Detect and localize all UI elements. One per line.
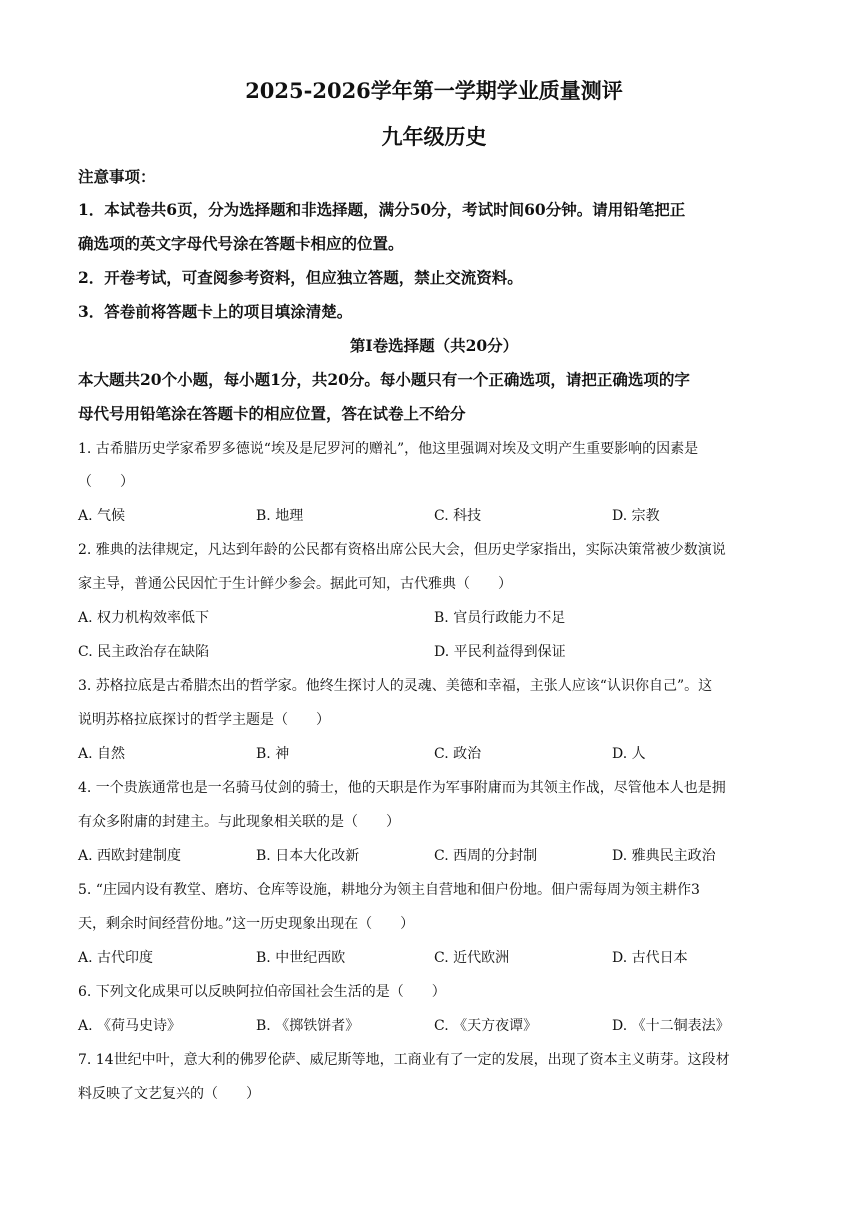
question-1-option-b: B. 地理 <box>256 508 304 524</box>
question-5-option-a: A. 古代印度 <box>78 950 154 966</box>
question-5-option-c: C. 近代欧洲 <box>434 950 510 966</box>
question-1-option-c: C. 科技 <box>434 508 482 524</box>
question-2-option-b: B. 官员行政能力不足 <box>434 610 566 626</box>
question-5-option-b: B. 中世纪西欧 <box>256 950 346 966</box>
exam-title: 2025-2026学年第一学期学业质量测评 <box>245 78 623 103</box>
question-2-text: 家主导，普通公民因忙于生计鲜少参会。据此可知，古代雅典（ ） <box>78 576 512 592</box>
question-2-text: 2. 雅典的法律规定，凡达到年龄的公民都有资格出席公民大会，但历史学家指出，实际决策常被少数演说 <box>78 542 726 558</box>
question-6-option-a: A. 《荷马史诗》 <box>78 1018 182 1034</box>
question-7-text: 料反映了文艺复兴的（ ） <box>78 1086 260 1102</box>
question-7-text: 7. 14世纪中叶，意大利的佛罗伦萨、威尼斯等地，工商业有了一定的发展，出现了资本主义萌芽。这段材 <box>78 1052 730 1068</box>
question-3-option-d: D. 人 <box>612 746 646 762</box>
question-1-text: 1. 古希腊历史学家希罗多德说“埃及是尼罗河的赠礼”，他这里强调对埃及文明产生重要影响的因素是 <box>78 441 699 457</box>
question-2-option-d: D. 平民利益得到保证 <box>434 644 566 660</box>
question-6-option-c: C. 《天方夜谭》 <box>434 1018 538 1034</box>
section-instruction: 母代号用铅笔涂在答题卡的相应位置，答在试卷上不给分 <box>78 404 466 423</box>
question-1-text: （ ） <box>78 474 134 490</box>
question-2-option-c: C. 民主政治存在缺陷 <box>78 644 210 660</box>
question-5-text: 天，剩余时间经营份地。”这一历史现象出现在（ ） <box>78 916 415 932</box>
question-3-text: 3. 苏格拉底是古希腊杰出的哲学家。他终生探讨人的灵魂、美德和幸福，主张人应该“认识你自己”。这 <box>78 678 713 694</box>
question-4-option-c: C. 西周的分封制 <box>434 848 538 864</box>
question-1-option-a: A. 气候 <box>78 508 126 524</box>
section-title: 第I卷选择题（共20分） <box>349 336 519 355</box>
question-1-option-d: D. 宗教 <box>612 508 660 524</box>
question-6-option-d: D. 《十二铜表法》 <box>612 1018 730 1034</box>
notice-line: 3．答卷前将答题卡上的项目填涂清楚。 <box>78 302 353 321</box>
question-5-text: 5. “庄园内设有教堂、磨坊、仓库等设施，耕地分为领主自营地和佃户份地。佃户需每周为领主耕作3 <box>78 882 700 898</box>
question-6-option-b: B. 《掷铁饼者》 <box>256 1018 360 1034</box>
question-6-text: 6. 下列文化成果可以反映阿拉伯帝国社会生活的是（ ） <box>78 984 446 1000</box>
question-5-option-d: D. 古代日本 <box>612 950 688 966</box>
question-3-text: 说明苏格拉底探讨的哲学主题是（ ） <box>78 712 330 728</box>
question-4-option-b: B. 日本大化改新 <box>256 848 360 864</box>
exam-subtitle: 九年级历史 <box>381 124 487 149</box>
question-3-option-c: C. 政治 <box>434 746 482 762</box>
question-3-option-b: B. 神 <box>256 746 290 762</box>
question-2-option-a: A. 权力机构效率低下 <box>78 610 210 626</box>
question-4-text: 有众多附庸的封建主。与此现象相关联的是（ ） <box>78 814 400 830</box>
question-3-option-a: A. 自然 <box>78 746 126 762</box>
notice-line: 2．开卷考试，可查阅参考资料，但应独立答题，禁止交流资料。 <box>78 268 523 287</box>
notice-line: 1．本试卷共6页，分为选择题和非选择题，满分50分，考试时间60分钟。请用铅笔把正 <box>78 200 686 219</box>
notice-line: 确选项的英文字母代号涂在答题卡相应的位置。 <box>78 234 404 253</box>
question-4-text: 4. 一个贵族通常也是一名骑马仗剑的骑士，他的天职是作为军事附庸而为其领主作战，尽管他本人也是拥 <box>78 780 726 796</box>
notice-heading: 注意事项： <box>78 167 156 186</box>
question-4-option-a: A. 西欧封建制度 <box>78 848 182 864</box>
section-instruction: 本大题共20个小题，每小题1分，共20分。每小题只有一个正确选项，请把正确选项的字 <box>78 370 690 389</box>
question-4-option-d: D. 雅典民主政治 <box>612 848 716 864</box>
